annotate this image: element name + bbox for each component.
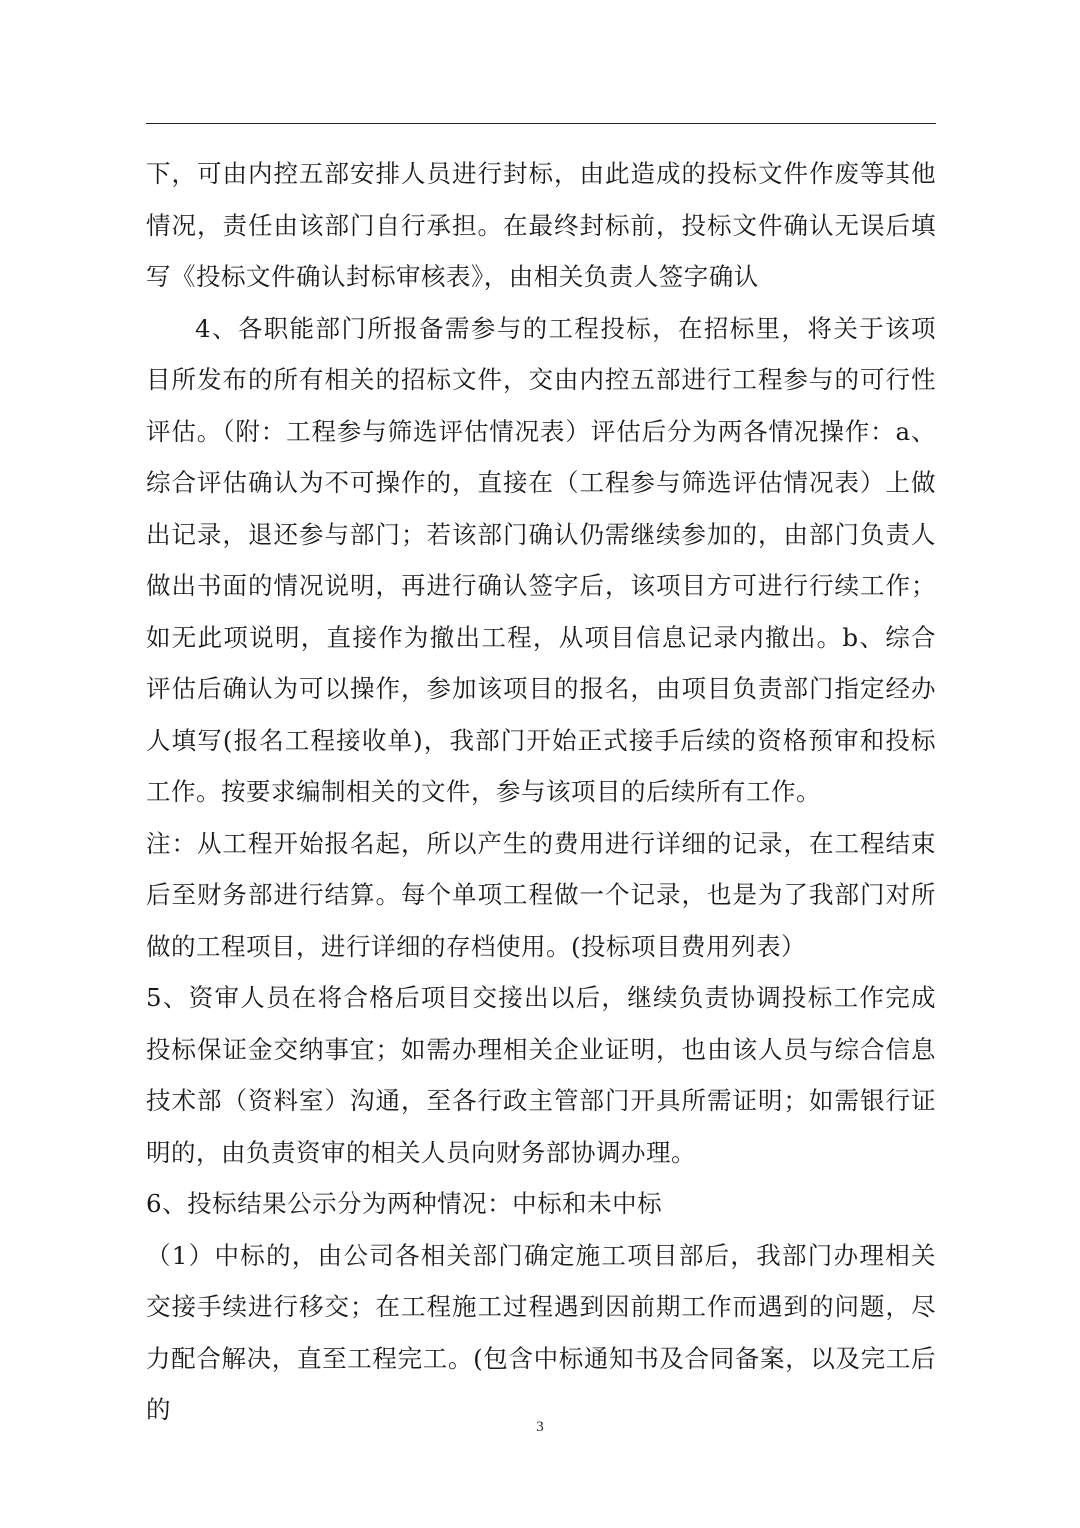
- header-rule: [146, 123, 936, 124]
- paragraph-continuation: 下，可由内控五部安排人员进行封标，由此造成的投标文件作废等其他情况，责任由该部门自行承担。在最终封标前，投标文件确认无误后填写《投标文件确认封标审核表》，由相关负责人签字确认: [146, 159, 936, 291]
- paragraph-item-6-1: （1）中标的，由公司各相关部门确定施工项目部后，我部门办理相关交接手续进行移交；在工程施工过程遇到因前期工作而遇到的问题，尽力配合解决，直至工程完工。(包含中标通知书及合同备案，以及完工后的: [146, 1240, 936, 1424]
- paragraph-item-5: 5、资审人员在将合格后项目交接出以后，继续负责协调投标工作完成投标保证金交纳事宜；如需办理相关企业证明，也由该人员与综合信息技术部（资料室）沟通，至各行政主管部门开具所需证明；如需银行证明的，由负责资审的相关人员向财务部协调办理。: [146, 983, 936, 1167]
- paragraph-note: 注：从工程开始报名起，所以产生的费用进行详细的记录，在工程结束后至财务部进行结算。每个单项工程做一个记录，也是为了我部门对所做的工程项目，进行详细的存档使用。(投标项目费用列表）: [146, 828, 936, 961]
- paragraph-item-4: 4、各职能部门所报备需参与的工程投标，在招标里，将关于该项目所发布的所有相关的招标文件，交由内控五部进行工程参与的可行性评估。（附：工程参与筛选评估情况表）评估后分为两各情况操作：a、综合评估确认为不可操作的，直接在（工程参与筛选评估情况表）上做出记录，退还参与部门；若该部门确认仍需继续参加的，由部门负责人做出书面的情况说明，再进行确认签字后，该项目方可进行行续工作；如无此项说明，直接作为撤出工程，从项目信息记录内撤出。b、综合评估后确认为可以操作，参加该项目的报名，由项目负责部门指定经办人填写(报名工程接收单)，我部门开始正式接手后续的资格预审和投标工作。按要求编制相关的文件，参与该项目的后续所有工作。: [146, 313, 936, 806]
- page-number: 3: [536, 1419, 544, 1435]
- document-body: [146, 148, 936, 1436]
- paragraph-item-6: 6、投标结果公示分为两种情况：中标和未中标: [146, 1189, 663, 1218]
